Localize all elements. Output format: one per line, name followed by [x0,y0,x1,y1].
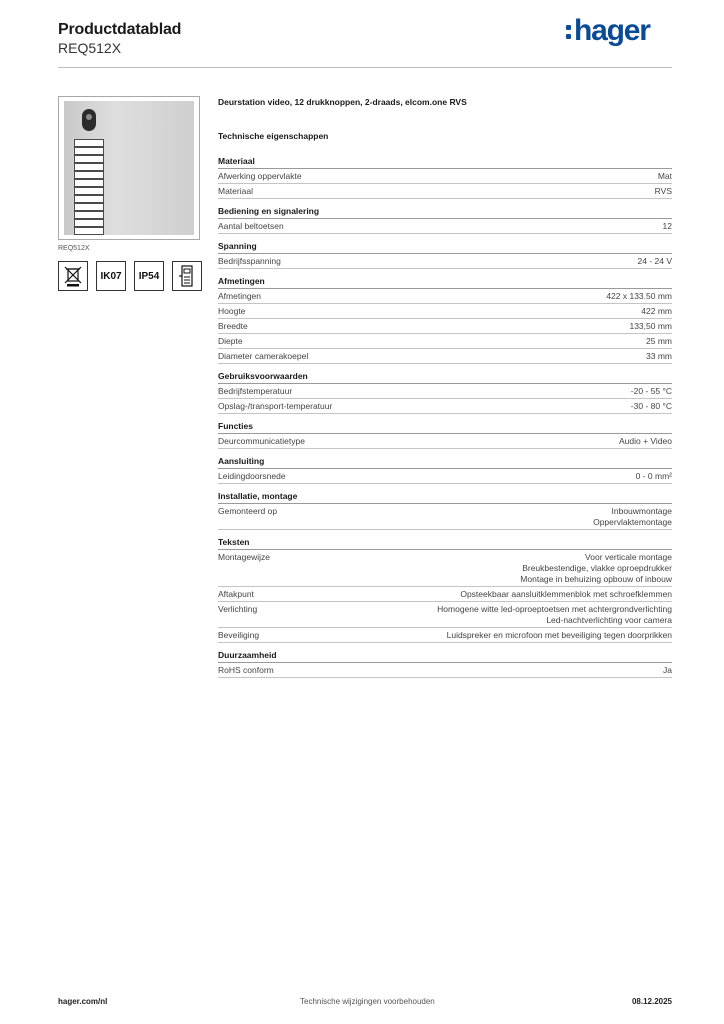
call-button-graphic [74,187,104,195]
spec-section [218,370,672,414]
spec-value [460,589,672,600]
spec-section [218,490,672,530]
spec-value-line: Mat [657,171,672,181]
spec-value-line: Inbouwmontage [611,506,672,516]
section-title: Bediening en signalering [218,205,672,219]
spec-label: Beveiliging [218,630,260,640]
spec-row [218,550,672,587]
page-title: Productdatablad [58,21,182,38]
header-divider [58,67,672,68]
spec-row [218,319,672,334]
spec-section [218,205,672,234]
call-button-graphic [74,163,104,171]
spec-label: Aftakpunt [218,589,254,599]
spec-value [646,351,672,362]
call-button-graphic [74,219,104,227]
spec-label: Deurcommunicatietype [218,436,305,446]
spec-value-line: 12 [662,221,672,231]
spec-value [663,665,672,676]
ip54-label: IP54 [138,270,160,282]
spec-row [218,434,672,449]
spec-value-line: Ja [663,665,672,675]
call-button-graphic [74,139,104,147]
spec-value-line: Montage in behuizing opbouw of inbouw [520,574,672,584]
spec-value [631,401,672,412]
spec-row [218,254,672,269]
spec-value-line: 0 - 0 mm² [635,471,672,481]
spec-value-line: 422 x 133.50 mm [606,291,672,301]
spec-value-line: 133,50 mm [629,321,672,331]
call-button-graphic [74,203,104,211]
section-title: Gebruiksvoorwaarden [218,370,672,384]
weee-bin-badge [58,261,88,291]
spec-value-line: Opsteekbaar aansluitklemmenblok met schroefklemmen [460,589,672,599]
spec-value-line: Breukbestendige, vlakke oproepdrukker [522,563,672,573]
ik07-badge [96,261,126,291]
ip54-badge [134,261,164,291]
call-button-graphic [74,155,104,163]
spec-label: Gemonteerd op [218,506,278,516]
footer-date: 08.12.2025 [631,997,672,1006]
section-title: Afmetingen [218,275,672,289]
section-title: Teksten [218,536,672,550]
call-button-graphic [74,171,104,179]
call-button-graphic [74,227,104,235]
technical-properties-heading: Technische eigenschappen [218,131,329,141]
spec-row [218,504,672,530]
spec-value [606,291,672,302]
spec-row [218,304,672,319]
call-button-graphic [74,195,104,203]
spec-section [218,649,672,678]
spec-value [593,506,672,528]
spec-label: Leidingdoorsnede [218,471,286,481]
spec-value [663,221,672,232]
image-caption: REQ512X [58,245,90,252]
call-button-graphic [74,179,104,187]
spec-label: Diameter camerakoepel [218,351,309,361]
spec-value-line: Homogene witte led-oproeptoetsen met achtergrondverlichting [437,604,672,614]
spec-label: RoHS conform [218,665,274,675]
spec-value [447,630,672,641]
spec-label: Breedte [218,321,248,331]
spec-value [655,186,672,197]
door-station-panel [64,101,194,235]
spec-row [218,399,672,414]
spec-section [218,275,672,364]
spec-label: Montagewijze [218,552,270,562]
spec-row [218,663,672,678]
section-title: Aansluiting [218,455,672,469]
spec-row [218,169,672,184]
spec-value-line: Oppervlaktemontage [593,517,672,527]
spec-row [218,469,672,484]
product-image [58,96,200,240]
spec-value [638,256,673,267]
call-button-graphic [74,211,104,219]
spec-label: Opslag-/transport-temperatuur [218,401,333,411]
spec-label: Afwerking oppervlakte [218,171,302,181]
ik07-label: IK07 [100,270,122,282]
spec-label: Aantal beltoetsen [218,221,284,231]
logo-text: hager [574,14,650,47]
spec-label: Verlichting [218,604,258,614]
call-button-graphic [74,147,104,155]
section-title: Spanning [218,240,672,254]
logo-dots-icon [566,20,572,42]
spec-label: Afmetingen [218,291,261,301]
spec-label: Materiaal [218,186,253,196]
spec-section [218,240,672,269]
spec-value-line: -20 - 55 °C [630,386,672,396]
spec-value [631,386,672,397]
spec-value-line: Luidspreker en microfoon met beveiliging tegen doorprikken [446,630,672,640]
spec-section [218,420,672,449]
camera-icon [82,109,96,131]
spec-label: Bedrijfstemperatuur [218,386,293,396]
spec-row [218,602,672,628]
product-description: Deurstation video, 12 drukknoppen, 2-draads, elcom.one RVS [218,97,467,107]
spec-row [218,587,672,602]
spec-value [646,336,672,347]
spec-value-line: Led-nachtverlichting voor camera [546,615,672,625]
product-code: REQ512X [58,40,122,56]
spec-value-line: 24 - 24 V [637,256,672,266]
spec-section [218,455,672,484]
spec-label: Bedrijfsspanning [218,256,281,266]
spec-value-line: Voor verticale montage [585,552,672,562]
spec-value [658,171,672,182]
device-badge [172,261,202,291]
spec-value [619,436,672,447]
spec-label: Diepte [218,336,243,346]
spec-section [218,155,672,199]
footer-website[interactable]: hager.com/nl [58,997,108,1006]
spec-value-line: 25 mm [646,336,672,346]
spec-row [218,184,672,199]
spec-row [218,349,672,364]
spec-value-line: -30 - 80 °C [630,401,672,411]
spec-section [218,536,672,643]
spec-row [218,384,672,399]
electrical-device-icon [177,265,197,287]
spec-row [218,289,672,304]
weee-bin-icon [63,265,83,287]
spec-value [629,321,672,332]
spec-value-line: 422 mm [641,306,672,316]
specifications-table [218,155,672,684]
spec-value [641,306,672,317]
spec-value [437,604,672,626]
spec-value [636,471,672,482]
hager-logo [566,14,650,48]
spec-label: Hoogte [218,306,246,316]
spec-value-line: Audio + Video [618,436,672,446]
section-title: Functies [218,420,672,434]
section-title: Materiaal [218,155,672,169]
footer-disclaimer: Technische wijzigingen voorbehouden [300,997,435,1006]
section-title: Installatie, montage [218,490,672,504]
spec-row [218,334,672,349]
spec-value [520,552,672,585]
section-title: Duurzaamheid [218,649,672,663]
spec-value-line: 33 mm [646,351,672,361]
spec-row [218,219,672,234]
spec-row [218,628,672,643]
spec-value-line: RVS [654,186,672,196]
